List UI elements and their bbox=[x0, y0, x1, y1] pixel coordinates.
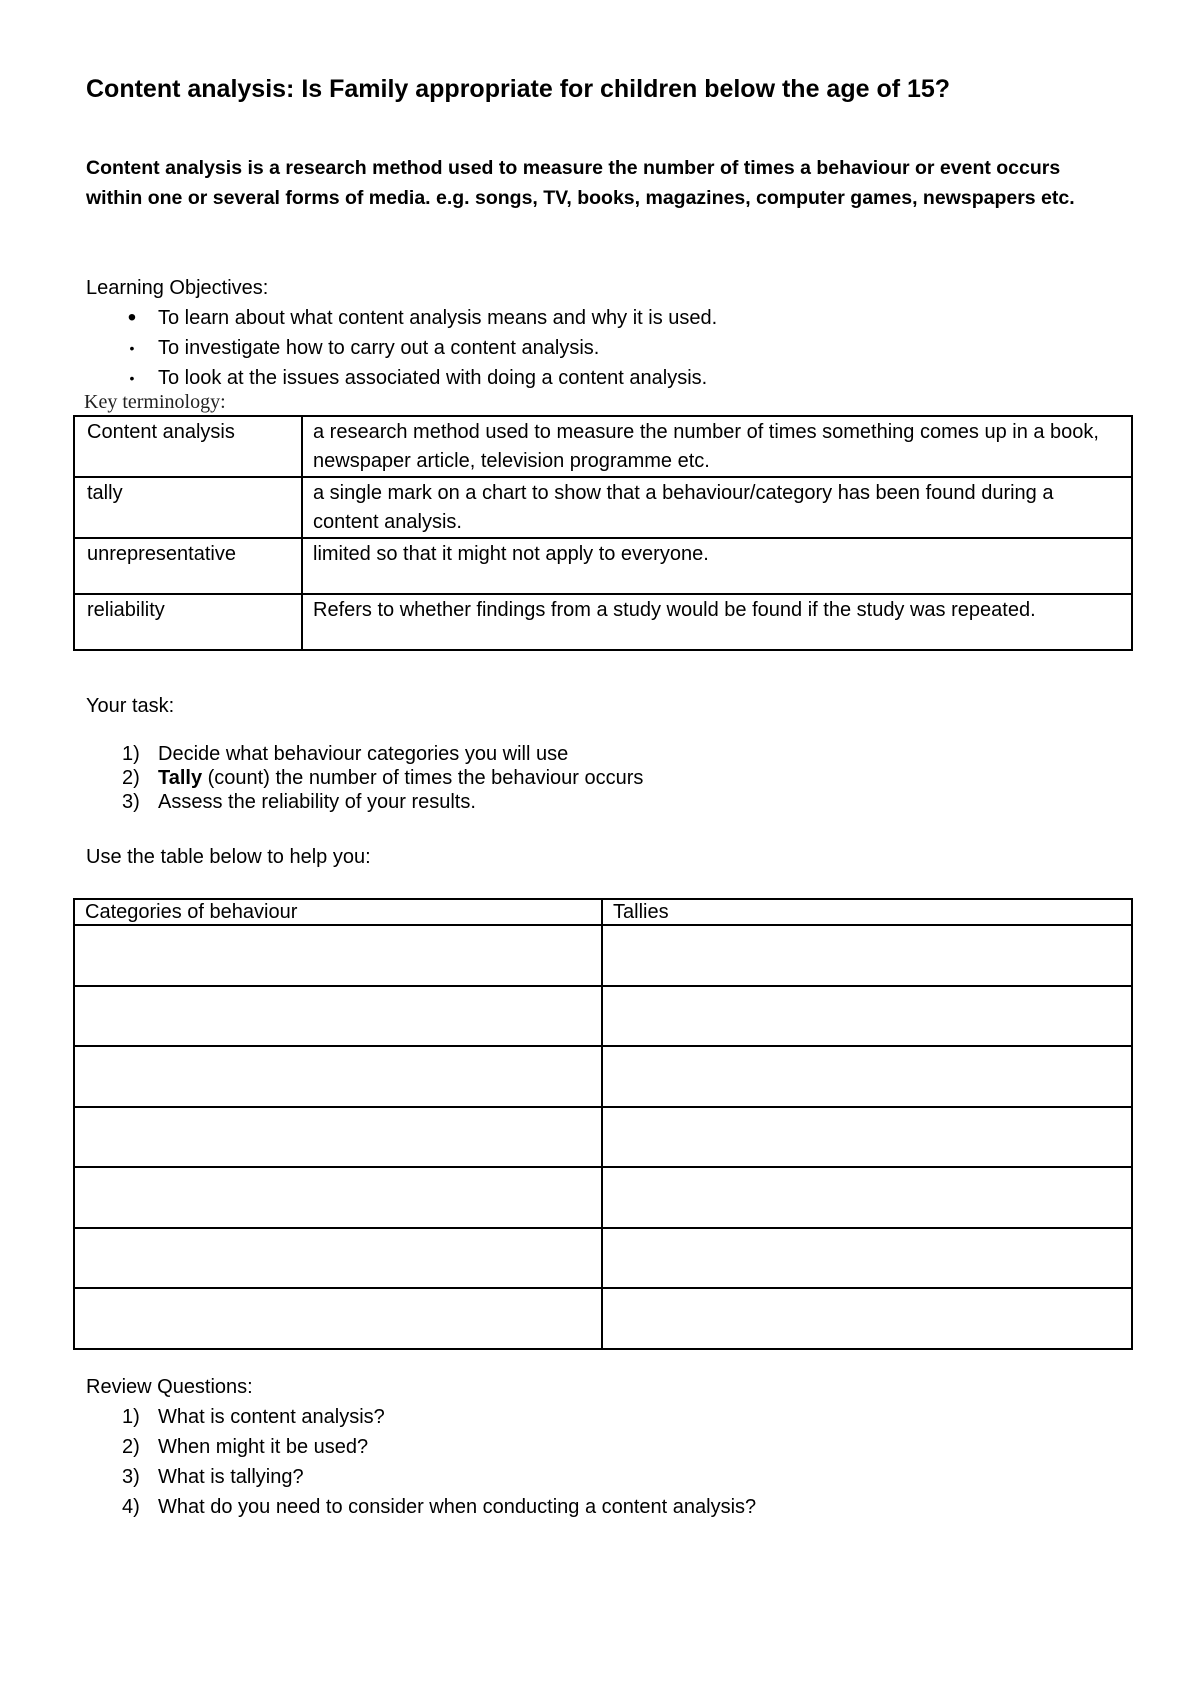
review-questions-heading: Review Questions: bbox=[86, 1376, 253, 1398]
category-cell[interactable] bbox=[74, 1046, 602, 1107]
category-cell[interactable] bbox=[74, 1107, 602, 1168]
table-row bbox=[74, 416, 1132, 477]
objective-item: • To look at the issues associated with doing a content analysis. bbox=[86, 363, 717, 393]
definition-cell: a single mark on a chart to show that a behaviour/category has been found during a content analysis. bbox=[302, 477, 1132, 538]
table-row bbox=[74, 538, 1132, 594]
review-question: 4) What do you need to consider when conducting a content analysis? bbox=[122, 1496, 757, 1518]
table-row bbox=[74, 1228, 1132, 1289]
objective-item: • To investigate how to carry out a content analysis. bbox=[86, 333, 717, 363]
category-cell[interactable] bbox=[74, 1228, 602, 1289]
key-terminology-table bbox=[73, 415, 1133, 651]
column-header-tallies: Tallies bbox=[602, 899, 1132, 925]
tallies-cell[interactable] bbox=[602, 1107, 1132, 1168]
term-cell: Content analysis bbox=[74, 416, 302, 477]
category-cell[interactable] bbox=[74, 1288, 602, 1349]
table-row bbox=[74, 1167, 1132, 1228]
tallies-cell[interactable] bbox=[602, 986, 1132, 1047]
table-row bbox=[74, 925, 1132, 986]
intro-paragraph: Content analysis is a research method used to measure the number of times a behaviour or event occurs within one or several forms of media. e.g. songs, TV, books, magazines, computer games, newspapers etc. bbox=[86, 157, 1075, 209]
term-cell: unrepresentative bbox=[74, 538, 302, 594]
table-row bbox=[74, 594, 1132, 650]
key-terminology-heading: Key terminology: bbox=[84, 391, 226, 413]
task-step: 1) Decide what behaviour categories you will use bbox=[122, 743, 569, 765]
learning-objectives-list bbox=[86, 303, 717, 393]
bullet-icon: • bbox=[129, 370, 135, 386]
category-cell[interactable] bbox=[74, 1167, 602, 1228]
review-question: 2) When might it be used? bbox=[122, 1436, 369, 1458]
bullet-icon: • bbox=[129, 340, 135, 356]
table-row bbox=[74, 1107, 1132, 1168]
task-steps-list bbox=[86, 742, 643, 814]
tallies-cell[interactable] bbox=[602, 1046, 1132, 1107]
term-cell: reliability bbox=[74, 594, 302, 650]
task-step: 2) Tally (count) the number of times the behaviour occurs bbox=[122, 767, 644, 789]
review-question: 1) What is content analysis? bbox=[122, 1406, 385, 1428]
column-header-categories: Categories of behaviour bbox=[74, 899, 602, 925]
category-cell[interactable] bbox=[74, 986, 602, 1047]
task-step: 3) Assess the reliability of your results. bbox=[122, 791, 476, 813]
category-cell[interactable] bbox=[74, 925, 602, 986]
objective-item: • To learn about what content analysis means and why it is used. bbox=[86, 303, 717, 333]
term-cell: tally bbox=[74, 477, 302, 538]
definition-cell: limited so that it might not apply to everyone. bbox=[302, 538, 1132, 594]
tallies-cell[interactable] bbox=[602, 1228, 1132, 1289]
review-questions-list bbox=[86, 1402, 756, 1522]
table-prompt: Use the table below to help you: bbox=[86, 846, 371, 868]
your-task-heading: Your task: bbox=[86, 695, 175, 717]
table-header-row bbox=[74, 899, 1132, 925]
tallies-cell[interactable] bbox=[602, 1167, 1132, 1228]
definition-cell: a research method used to measure the number of times something comes up in a book, newspaper article, television programme etc. bbox=[302, 416, 1132, 477]
table-row bbox=[74, 1288, 1132, 1349]
page-title: Content analysis: Is Family appropriate for children below the age of 15? bbox=[86, 75, 951, 103]
tallies-cell[interactable] bbox=[602, 925, 1132, 986]
table-row bbox=[74, 1046, 1132, 1107]
tally-table bbox=[73, 898, 1133, 1350]
definition-cell: Refers to whether findings from a study would be found if the study was repeated. bbox=[302, 594, 1132, 650]
review-question: 3) What is tallying? bbox=[122, 1466, 304, 1488]
table-row bbox=[74, 477, 1132, 538]
table-row bbox=[74, 986, 1132, 1047]
tallies-cell[interactable] bbox=[602, 1288, 1132, 1349]
bullet-icon: • bbox=[127, 304, 137, 331]
learning-objectives-heading: Learning Objectives: bbox=[86, 277, 269, 299]
